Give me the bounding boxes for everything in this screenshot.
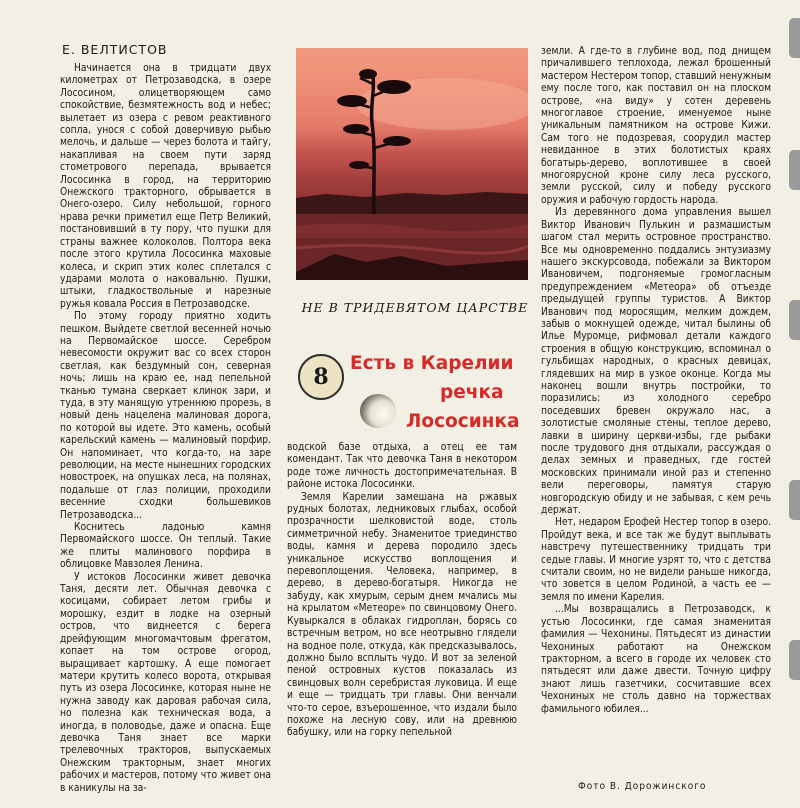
headline-line-3: Лососинка	[406, 411, 520, 432]
text-column-2	[287, 442, 517, 740]
moon-graphic	[360, 394, 396, 428]
headline-line-2: речка	[440, 382, 504, 403]
headline-line-1: Есть в Карелии	[350, 353, 514, 374]
paragraph: Коснитесь ладонью камня Первомайского шоссе. Он теплый. Такие же плиты малинового порфира в облицовке Мавзолея Ленина.	[60, 522, 271, 571]
author-name: Е. ВЕЛТИСТОВ	[62, 42, 168, 57]
paragraph: Начинается она в тридцати двух километрах от Петрозаводска, в озере Лососином, олицетворяющем само спокойствие, безмятежность вод и небес; вылетает из озера с ревом реактивного сопла, унося с собой доверчивую рыбью мелочь, и дальше — через болота и тайгу, накапливая на своем пути заряд стометрового перепада, врывается Лососинка в город, на территорию Онежского тракторного, обрывается в Онего-озеро. Силу небольшой, горного нрава речки приметил еще Петр Великий, постановивший в ту пору, что пушки для страны важнее колоколов. Полтора века после этого крутила Лососинка маховые колеса, и скрип этих колес сплетался с ударами молота о наковальню. Пушки, штыки, гладкоствольные и нарезные ружья ковала Россия в Петрозаводске.	[60, 63, 271, 310]
paragraph: Нет, недаром Ерофей Нестер топор в озеро. Пройдут века, и все так же будут выплывать навстречу путешественнику тридцать три седые главы. И многие узрят то, что с детства считали своим, но не видели раньше никогда, что зовется в целом Родиной, а часть ее — земля по имени Карелия.	[541, 517, 771, 603]
text-column-1	[60, 63, 271, 795]
paragraph: У истоков Лососинки живет девочка Таня, десяти лет. Обычная девочка с косицами, собирает летом грибы и морошку, ездит в лодке на озерный остров, что виднеется с берега дрейфующим многомачтовым фрегатом, копает на том острове огород, выращивает картошку. А еще помогает матери крутить колесо ворота, открывая путь из озера Лососинке, которая ныне не нужна заводу как даровая рабочая сила, но полезна как техническая вода, а иногда, в половодье, даже и опасна. Еще девочка Таня знает все марки трелевочных тракторов, выпускаемых Онежским тракторным, знает многих рабочих и мастеров, потому что живет она в каникулы на за-	[60, 571, 271, 794]
section-rubric: НЕ В ТРИДЕВЯТОМ ЦАРСТВЕ	[301, 300, 529, 315]
binder-tab	[789, 300, 800, 340]
photo-credit: Фото В. Дорожинского	[578, 781, 707, 792]
binder-tab	[789, 18, 800, 58]
issue-number-badge: 8	[298, 354, 344, 400]
text-column-3	[541, 46, 771, 716]
photo-artwork	[296, 48, 528, 280]
paragraph: Земля Карелии замешана на ржавых рудных болотах, ледниковых глыбах, особой прозрачности шелковистой воде, столь симметричной небу. Знаменитое триединство воды, камня и дерева породило здесь уникальное искусство воплощения и перевоплощения. Человека, например, в дерево, в дерево-богатыря. Никогда не забуду, как хмурым, серым днем мчались мы на крылатом «Метеоре» по свинцовому Онего. Кувыркался в облаках гидроплан, борясь со встречным ветром, но все неотрывно глядели на водное поле, откуда, как предсказывалось, должно было всплыть чудо. И вот за зеленой пеной островных кустов показалась из свинцовых волн серебристая луковица. И еще и еще — тридцать три главы. Они венчали что-то серое, взъерошенное, что издали было похоже на лесную сову, или на древнюю бабушку, или на горку пепельной	[287, 491, 517, 739]
binder-tab	[789, 150, 800, 190]
paragraph: По этому городу приятно ходить пешком. Выйдете светлой весенней ночью на Первомайское шоссе. Серебром невесомости окружит вас со всех сторон светлая, как бездумный сон, северная ночь; лишь на краю ее, над пепельной тканью тумана сверкает клинок зари, и туда, в эту манящую утреннюю прорезь, в новый день нацелена малиновая дорога, по которой вы идете. Это камень, особый карельский камень — малиновый порфир. Он напоминает, что когда-то, на заре революции, на месте нынешних городских новостроек, на опушках леса, на полянах, подальше от глаз полиции, проходили весенние сходки большевиков Петрозаводска...	[60, 311, 271, 521]
binder-tab	[789, 640, 800, 680]
paragraph: водской базе отдыха, а отец ее там комендант. Так что девочка Таня в некотором роде тоже личность достопримечательная. В районе истока Лососинки.	[287, 442, 517, 491]
binder-tab	[789, 480, 800, 520]
paragraph: ...Мы возвращались в Петрозаводск, к устью Лососинки, где самая знаменитая фамилия — Чехонины. Пятьдесят из династии Чехониных работают на Онежском тракторном, а всего в городе их человек сто пятьдесят или даже двести. Точную цифру знают лишь газетчики, сосчитавшие всех Чехониных не столь давно на торжествах фамильного юбилея...	[541, 604, 771, 715]
paragraph: земли. А где-то в глубине вод, под днищем причалившего теплохода, лежал брошенный мастером Нестером топор, ставший ненужным ему после того, как поставил он на плоском острове, «на виду» у сотен деревень многоглавое строение, именуемое ныне уникальным памятником на острове Кижи. Сам того не подозревая, соорудил мастер невиданное в этих болотистых краях богатырь-дерево, воплотившее в своей многоярусной кроне силу леса русского, земли русской, силу и победу русского оружия и рабочую гордость народа.	[541, 46, 771, 206]
lake-sunset-photo	[296, 48, 528, 280]
paragraph: Из деревянного дома управления вышел Виктор Иванович Пулькин и размашистым шагом стал мерить островное пространство. Все мы одновременно поддались энтузиазму нашего экскурсовода, побежали за Виктором Ивановичем, подгоняемые громогласным предупреждением «Метеора» об отъезде предыдущей группы туристов. А Виктор Иванович под моросящим, мелким дождем, забыв о мокнущей одежде, читал былины об Илье Муромце, рифмовал детали каждого строения в общую конструкцию, вспоминал о гульбищах народных, о красных девицах, глядевших на мир в узкое оконце. Когда мы наконец вошли внутрь постройки, то поразились: из холодного серебро поседевших бревен окружало нас, а золотистые смоляные стены, теплое дерево, лавки в ширину церкви-избы, где рыбаки после трудового дня отдыхали, рассуждая о делах земных и праведных, где гостей московских принимали иной раз и степенно вели переговоры, памятуя старую новгородскую обиду и не забывая, с кем речь держат.	[541, 207, 771, 517]
binder-tabs	[788, 0, 800, 808]
